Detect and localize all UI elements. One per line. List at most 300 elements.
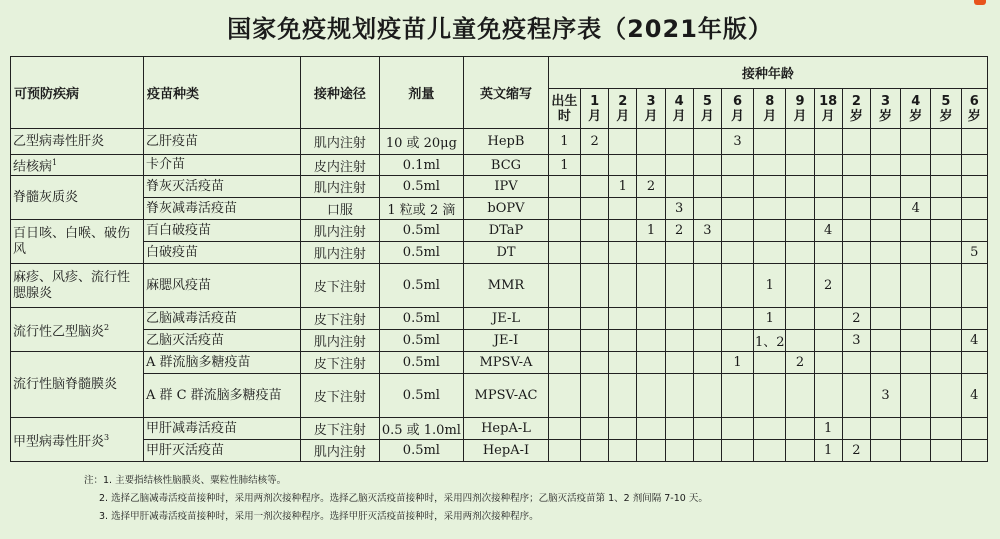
dose-number-cell	[637, 440, 665, 462]
age-value: 5	[941, 93, 951, 109]
dose-number-cell	[665, 242, 693, 264]
dose-cell: 1 粒或 2 滴	[379, 198, 464, 220]
route-cell: 肌内注射	[301, 220, 380, 242]
table-row	[11, 176, 988, 198]
header-age-group: 接种年龄	[548, 57, 987, 89]
dose-number-cell	[814, 330, 842, 352]
dose-number-cell	[961, 155, 987, 176]
age-unit: 月	[821, 108, 835, 124]
dose-number-cell	[581, 155, 609, 176]
dose-number-cell	[842, 198, 870, 220]
dose-number-cell	[901, 308, 931, 330]
age-value: 8	[765, 93, 775, 109]
dose-number-cell: 1、2	[754, 330, 786, 352]
dose-cell: 0.5ml	[379, 220, 464, 242]
age-header-6	[721, 89, 753, 129]
disease-name: 结核病	[13, 159, 53, 175]
dose-number-cell	[786, 129, 814, 155]
dose-cell: 0.5ml	[379, 264, 464, 308]
dose-number-cell	[870, 308, 900, 330]
route-cell: 皮内注射	[301, 155, 380, 176]
age-value: 4	[674, 93, 684, 109]
dose-cell: 0.1ml	[379, 155, 464, 176]
header-vaccine: 疫苗种类	[143, 57, 300, 129]
abbr-cell: JE-L	[464, 308, 549, 330]
dose-number-cell: 1	[721, 352, 753, 374]
dose-number-cell	[961, 352, 987, 374]
age-header-7	[754, 89, 786, 129]
dose-number-cell	[870, 440, 900, 462]
age-header-8	[786, 89, 814, 129]
age-value: 3	[646, 93, 656, 109]
dose-number-cell	[581, 352, 609, 374]
age-unit: 月	[700, 108, 714, 124]
dose-number-cell: 1	[814, 440, 842, 462]
abbr-cell: HepB	[464, 129, 549, 155]
dose-number-cell	[548, 264, 580, 308]
dose-number-cell	[870, 330, 900, 352]
dose-number-cell	[786, 176, 814, 198]
dose-number-cell	[901, 352, 931, 374]
dose-number-cell	[931, 440, 961, 462]
route-cell: 皮下注射	[301, 418, 380, 440]
footnote-3: 3. 选择甲肝减毒活疫苗接种时，采用一剂次接种程序。选择甲肝灭活疫苗接种时，采用两剂次接种程序。	[99, 511, 539, 522]
dose-number-cell: 5	[961, 242, 987, 264]
age-header-5	[693, 89, 721, 129]
route-cell: 肌内注射	[301, 330, 380, 352]
dose-number-cell	[548, 440, 580, 462]
dose-number-cell	[870, 198, 900, 220]
dose-number-cell	[548, 374, 580, 418]
dose-number-cell	[665, 176, 693, 198]
dose-number-cell	[931, 198, 961, 220]
footnote-ref: 1	[52, 158, 58, 167]
dose-number-cell	[901, 220, 931, 242]
dose-number-cell	[901, 330, 931, 352]
dose-number-cell	[961, 418, 987, 440]
dose-number-cell	[870, 418, 900, 440]
dose-cell: 0.5ml	[379, 242, 464, 264]
dose-number-cell	[754, 155, 786, 176]
age-header-13	[931, 89, 961, 129]
age-unit: 月	[644, 108, 658, 124]
dose-number-cell: 1	[637, 220, 665, 242]
dose-number-cell	[637, 264, 665, 308]
dose-number-cell	[931, 129, 961, 155]
dose-number-cell	[842, 418, 870, 440]
dose-number-cell	[901, 374, 931, 418]
dose-number-cell	[548, 198, 580, 220]
dose-number-cell	[931, 352, 961, 374]
dose-number-cell	[842, 264, 870, 308]
dose-number-cell: 2	[581, 129, 609, 155]
dose-number-cell	[814, 308, 842, 330]
disease-cell	[11, 155, 144, 176]
header-route: 接种途径	[301, 57, 380, 129]
dose-number-cell	[901, 440, 931, 462]
abbr-cell: MPSV-A	[464, 352, 549, 374]
dose-number-cell	[609, 198, 637, 220]
dose-number-cell	[870, 220, 900, 242]
dose-number-cell	[693, 129, 721, 155]
footnote-2: 2. 选择乙脑减毒活疫苗接种时，采用两剂次接种程序。选择乙脑灭活疫苗接种时，采用四剂次接种程序；乙脑灭活疫苗第 1、2 剂间隔 7-10 天。	[99, 493, 708, 504]
route-cell: 肌内注射	[301, 242, 380, 264]
route-cell: 皮下注射	[301, 352, 380, 374]
dose-number-cell	[842, 352, 870, 374]
dose-number-cell	[637, 352, 665, 374]
dose-number-cell	[609, 242, 637, 264]
dose-number-cell	[581, 264, 609, 308]
dose-cell: 0.5ml	[379, 330, 464, 352]
dose-number-cell	[693, 308, 721, 330]
dose-number-cell	[637, 374, 665, 418]
dose-number-cell	[961, 176, 987, 198]
dose-number-cell: 3	[693, 220, 721, 242]
dose-number-cell	[548, 220, 580, 242]
age-value: 出生	[551, 93, 578, 109]
dose-number-cell	[581, 242, 609, 264]
dose-number-cell	[665, 374, 693, 418]
dose-number-cell	[901, 155, 931, 176]
dose-number-cell	[693, 176, 721, 198]
dose-number-cell	[721, 330, 753, 352]
dose-number-cell	[548, 418, 580, 440]
dose-number-cell	[693, 264, 721, 308]
dose-number-cell	[637, 330, 665, 352]
dose-number-cell	[870, 176, 900, 198]
dose-number-cell	[721, 308, 753, 330]
dose-number-cell	[842, 176, 870, 198]
abbr-cell: JE-I	[464, 330, 549, 352]
dose-number-cell: 1	[754, 264, 786, 308]
vaccine-cell: A 群 C 群流脑多糖疫苗	[143, 374, 300, 418]
dose-number-cell	[693, 242, 721, 264]
age-header-12	[901, 89, 931, 129]
dose-number-cell	[581, 440, 609, 462]
dose-number-cell	[961, 129, 987, 155]
dose-number-cell	[665, 155, 693, 176]
dose-number-cell	[548, 308, 580, 330]
dose-number-cell: 3	[842, 330, 870, 352]
dose-number-cell	[786, 440, 814, 462]
dose-number-cell	[609, 155, 637, 176]
dose-cell: 0.5ml	[379, 308, 464, 330]
age-header-10	[842, 89, 870, 129]
dose-number-cell	[637, 198, 665, 220]
dose-number-cell	[931, 330, 961, 352]
dose-cell: 0.5ml	[379, 374, 464, 418]
disease-name: 流行性乙型脑炎	[13, 323, 105, 339]
dose-number-cell	[786, 198, 814, 220]
dose-number-cell	[721, 176, 753, 198]
age-unit: 月	[588, 108, 602, 124]
vaccine-cell: 乙肝疫苗	[143, 129, 300, 155]
dose-number-cell	[754, 352, 786, 374]
age-unit: 月	[731, 108, 745, 124]
dose-number-cell	[665, 440, 693, 462]
dose-number-cell	[637, 155, 665, 176]
dose-number-cell	[721, 440, 753, 462]
age-value: 6	[733, 93, 743, 109]
dose-number-cell	[814, 176, 842, 198]
table-row	[11, 242, 988, 264]
disease-name: 流行性脑脊髓膜炎	[13, 376, 118, 392]
age-value: 1	[590, 93, 600, 109]
dose-number-cell	[842, 374, 870, 418]
age-unit: 岁	[909, 108, 923, 124]
dose-number-cell	[581, 220, 609, 242]
dose-number-cell	[754, 176, 786, 198]
abbr-cell: HepA-L	[464, 418, 549, 440]
header-abbr: 英文缩写	[464, 57, 549, 129]
dose-number-cell	[786, 220, 814, 242]
dose-number-cell	[931, 308, 961, 330]
age-unit: 月	[793, 108, 807, 124]
abbr-cell: MPSV-AC	[464, 374, 549, 418]
dose-number-cell	[814, 129, 842, 155]
age-unit: 月	[672, 108, 686, 124]
table-row	[11, 155, 988, 176]
table-row	[11, 374, 988, 418]
age-value: 18	[819, 93, 838, 109]
disease-cell	[11, 264, 144, 308]
dose-number-cell	[548, 330, 580, 352]
dose-number-cell	[693, 374, 721, 418]
disease-cell	[11, 352, 144, 418]
dose-number-cell	[637, 129, 665, 155]
route-cell: 口服	[301, 198, 380, 220]
dose-number-cell	[842, 129, 870, 155]
dose-number-cell	[870, 352, 900, 374]
abbr-cell: IPV	[464, 176, 549, 198]
dose-number-cell	[786, 308, 814, 330]
dose-number-cell	[961, 198, 987, 220]
table-row	[11, 440, 988, 462]
dose-number-cell	[721, 264, 753, 308]
immunization-schedule-table	[10, 56, 988, 462]
vaccine-cell: 脊灰减毒活疫苗	[143, 198, 300, 220]
age-value: 9	[795, 93, 805, 109]
age-unit: 月	[616, 108, 630, 124]
dose-number-cell	[693, 330, 721, 352]
table-row	[11, 352, 988, 374]
route-cell: 皮下注射	[301, 374, 380, 418]
dose-number-cell	[901, 264, 931, 308]
vaccine-cell: 甲肝灭活疫苗	[143, 440, 300, 462]
dose-number-cell: 2	[814, 264, 842, 308]
age-value: 6	[969, 93, 979, 109]
age-header-2	[609, 89, 637, 129]
dose-number-cell: 2	[637, 176, 665, 198]
dose-number-cell	[548, 352, 580, 374]
dose-number-cell: 4	[961, 374, 987, 418]
dose-number-cell	[786, 242, 814, 264]
dose-number-cell	[754, 242, 786, 264]
dose-number-cell	[754, 198, 786, 220]
dose-cell: 0.5 或 1.0ml	[379, 418, 464, 440]
dose-number-cell	[665, 352, 693, 374]
abbr-cell: HepA-I	[464, 440, 549, 462]
dose-number-cell	[637, 242, 665, 264]
vaccine-cell: 百白破疫苗	[143, 220, 300, 242]
dose-number-cell	[581, 198, 609, 220]
disease-name: 乙型病毒性肝炎	[13, 133, 105, 149]
corner-mark	[974, 0, 986, 5]
dose-number-cell	[581, 374, 609, 418]
dose-number-cell	[693, 155, 721, 176]
dose-number-cell	[609, 440, 637, 462]
dose-number-cell	[842, 155, 870, 176]
disease-cell	[11, 220, 144, 264]
disease-cell	[11, 176, 144, 220]
dose-number-cell	[901, 418, 931, 440]
header-disease: 可预防疾病	[11, 57, 144, 129]
dose-number-cell	[901, 176, 931, 198]
header-dose: 剂量	[379, 57, 464, 129]
disease-cell	[11, 129, 144, 155]
dose-number-cell	[754, 440, 786, 462]
dose-cell: 0.5ml	[379, 176, 464, 198]
dose-cell: 0.5ml	[379, 440, 464, 462]
dose-number-cell	[665, 264, 693, 308]
dose-number-cell	[842, 220, 870, 242]
dose-number-cell	[721, 155, 753, 176]
age-header-11	[870, 89, 900, 129]
route-cell: 肌内注射	[301, 129, 380, 155]
dose-number-cell	[931, 176, 961, 198]
dose-number-cell	[870, 155, 900, 176]
dose-number-cell: 2	[842, 308, 870, 330]
dose-number-cell	[754, 129, 786, 155]
dose-number-cell	[870, 264, 900, 308]
dose-number-cell	[609, 308, 637, 330]
age-header-9	[814, 89, 842, 129]
table-row	[11, 220, 988, 242]
dose-number-cell	[721, 418, 753, 440]
page-title: 国家免疫规划疫苗儿童免疫程序表（2021年版）	[227, 15, 773, 43]
dose-number-cell	[581, 308, 609, 330]
dose-number-cell	[721, 374, 753, 418]
dose-number-cell	[814, 242, 842, 264]
age-unit: 月	[763, 108, 777, 124]
vaccine-cell: 卡介苗	[143, 155, 300, 176]
dose-number-cell	[870, 242, 900, 264]
dose-number-cell	[961, 440, 987, 462]
dose-number-cell	[609, 264, 637, 308]
age-header-14	[961, 89, 987, 129]
dose-number-cell	[721, 198, 753, 220]
dose-number-cell	[931, 220, 961, 242]
dose-number-cell	[786, 155, 814, 176]
route-cell: 肌内注射	[301, 176, 380, 198]
age-value: 5	[702, 93, 712, 109]
dose-number-cell: 1	[548, 129, 580, 155]
dose-number-cell	[665, 129, 693, 155]
vaccine-cell: 甲肝减毒活疫苗	[143, 418, 300, 440]
dose-number-cell: 4	[961, 330, 987, 352]
dose-number-cell	[961, 264, 987, 308]
dose-number-cell	[931, 374, 961, 418]
disease-cell	[11, 418, 144, 462]
disease-cell	[11, 308, 144, 352]
dose-number-cell	[665, 308, 693, 330]
age-header-1	[581, 89, 609, 129]
dose-number-cell	[665, 418, 693, 440]
age-value: 2	[851, 93, 861, 109]
dose-number-cell: 3	[665, 198, 693, 220]
dose-number-cell	[637, 308, 665, 330]
vaccine-cell: 乙脑灭活疫苗	[143, 330, 300, 352]
dose-number-cell	[609, 418, 637, 440]
age-header-0	[548, 89, 580, 129]
dose-number-cell	[870, 129, 900, 155]
dose-number-cell: 1	[548, 155, 580, 176]
dose-number-cell	[961, 308, 987, 330]
abbr-cell: bOPV	[464, 198, 549, 220]
dose-number-cell: 2	[842, 440, 870, 462]
dose-number-cell	[693, 352, 721, 374]
dose-number-cell: 2	[786, 352, 814, 374]
dose-number-cell: 1	[754, 308, 786, 330]
vaccine-cell: 白破疫苗	[143, 242, 300, 264]
dose-number-cell	[931, 242, 961, 264]
dose-number-cell	[931, 155, 961, 176]
abbr-cell: BCG	[464, 155, 549, 176]
dose-number-cell: 3	[721, 129, 753, 155]
dose-cell: 10 或 20μg	[379, 129, 464, 155]
dose-number-cell	[548, 176, 580, 198]
dose-number-cell	[609, 220, 637, 242]
disease-name: 甲型病毒性肝炎	[13, 433, 105, 449]
route-cell: 皮下注射	[301, 264, 380, 308]
dose-number-cell	[814, 155, 842, 176]
dose-number-cell: 4	[814, 220, 842, 242]
age-header-3	[637, 89, 665, 129]
table-row	[11, 264, 988, 308]
vaccine-cell: 麻腮风疫苗	[143, 264, 300, 308]
dose-number-cell	[548, 242, 580, 264]
dose-number-cell	[961, 220, 987, 242]
dose-number-cell: 2	[665, 220, 693, 242]
dose-number-cell	[581, 418, 609, 440]
disease-name: 脊髓灰质炎	[13, 189, 79, 205]
dose-number-cell	[693, 198, 721, 220]
dose-number-cell	[754, 374, 786, 418]
disease-name: 百日咳、白喉、破伤风	[13, 225, 131, 257]
dose-cell: 0.5ml	[379, 352, 464, 374]
dose-number-cell	[786, 330, 814, 352]
dose-number-cell: 1	[609, 176, 637, 198]
dose-number-cell	[609, 330, 637, 352]
dose-number-cell	[721, 220, 753, 242]
age-unit: 岁	[879, 108, 893, 124]
dose-number-cell	[693, 440, 721, 462]
vaccine-cell: 脊灰灭活疫苗	[143, 176, 300, 198]
abbr-cell: DTaP	[464, 220, 549, 242]
table-row	[11, 308, 988, 330]
dose-number-cell	[637, 418, 665, 440]
table-row	[11, 129, 988, 155]
disease-name: 麻疹、风疹、流行性腮腺炎	[13, 269, 131, 301]
dose-number-cell	[581, 176, 609, 198]
dose-number-cell	[754, 220, 786, 242]
dose-number-cell	[693, 418, 721, 440]
footnotes	[84, 472, 984, 526]
age-value: 3	[881, 93, 891, 109]
age-unit: 岁	[939, 108, 953, 124]
dose-number-cell	[931, 418, 961, 440]
route-cell: 肌内注射	[301, 440, 380, 462]
